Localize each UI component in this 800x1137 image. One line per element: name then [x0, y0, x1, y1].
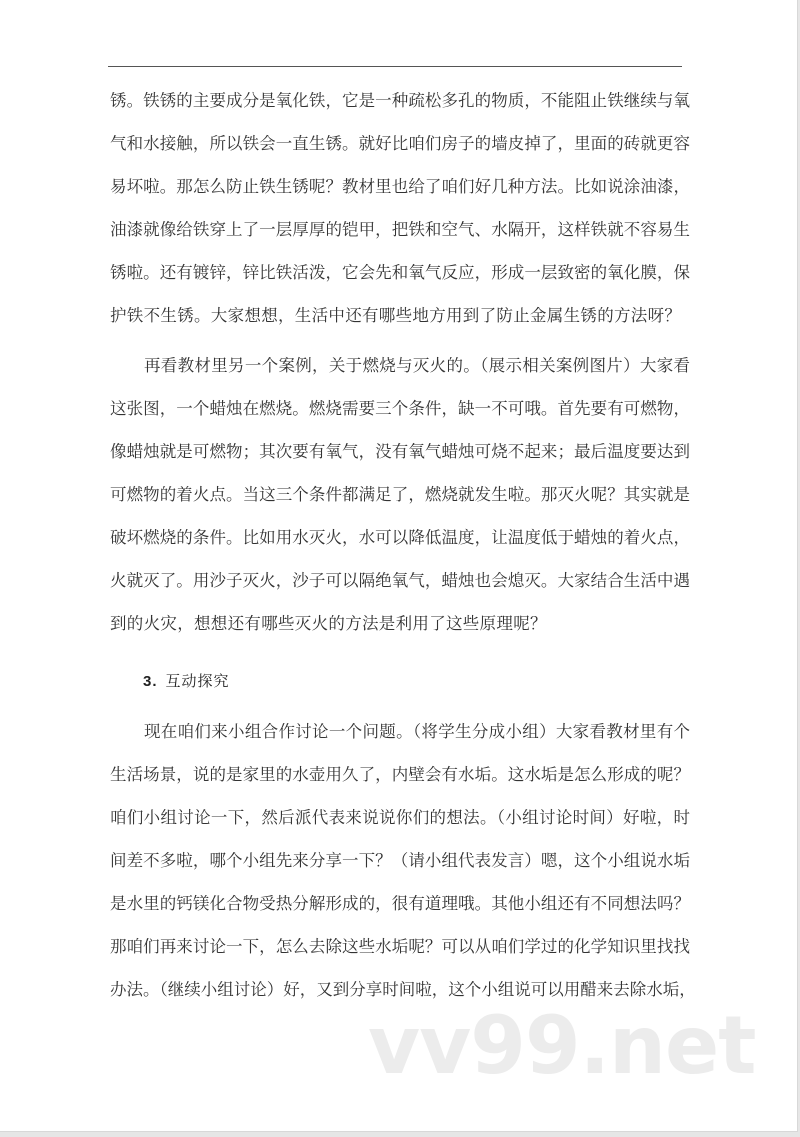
text-line: 间差不多啦，哪个小组先来分享一下？（请小组代表发言）嗯，这个小组说水垢 [110, 851, 690, 870]
text-line: 办法。（继续小组讨论）好，又到分享时间啦，这个小组说可以用醋来去除水垢， [110, 980, 696, 999]
text-line: 到的火灾，想想还有哪些灭火的方法是利用了这些原理呢？ [110, 614, 547, 633]
section-title: 互动探究 [165, 672, 230, 690]
text-line: 易坏啦。那怎么防止铁生锈呢？教材里也给了咱们好几种方法。比如说涂油漆， [110, 177, 690, 196]
text-line: 生活场景，说的是家里的水壶用久了，内壁会有水垢。这水垢是怎么形成的呢？ [110, 765, 690, 784]
text-line: 锈。铁锈的主要成分是氧化铁，它是一种疏松多孔的物质，不能阻止铁继续与氧 [110, 91, 690, 110]
text-line: 再看教材里另一个案例，关于燃烧与灭火的。（展示相关案例图片）大家看 [144, 356, 690, 375]
text-line: 现在咱们来小组合作讨论一个问题。（将学生分成小组）大家看教材里有个 [144, 722, 690, 741]
text-line: 护铁不生锈。大家想想，生活中还有哪些地方用到了防止金属生锈的方法呀？ [110, 306, 682, 325]
section-heading [143, 670, 230, 693]
watermark: vv99.net [368, 999, 756, 1092]
text-line: 咱们小组讨论一下，然后派代表来说说你们的想法。（小组讨论时间）好啦，时 [110, 808, 690, 827]
section-number: 3. [143, 673, 158, 690]
text-line: 是水里的钙镁化合物受热分解形成的，很有道理哦。其他小组还有不同想法吗？ [110, 894, 690, 913]
text-line: 破坏燃烧的条件。比如用水灭火，水可以降低温度，让温度低于蜡烛的着火点， [110, 528, 690, 547]
text-line: 这张图，一个蜡烛在燃烧。燃烧需要三个条件，缺一不可哦。首先要有可燃物， [110, 399, 690, 418]
header-rule [108, 66, 682, 67]
text-line: 可燃物的着火点。当这三个条件都满足了，燃烧就发生啦。那灭火呢？其实就是 [110, 485, 690, 504]
text-line: 像蜡烛就是可燃物；其次要有氧气，没有氧气蜡烛可烧不起来；最后温度要达到 [110, 442, 690, 461]
text-line: 气和水接触，所以铁会一直生锈。就好比咱们房子的墙皮掉了，里面的砖就更容 [110, 134, 690, 153]
text-line: 火就灭了。用沙子灭火，沙子可以隔绝氧气，蜡烛也会熄灭。大家结合生活中遇 [110, 571, 690, 590]
text-line: 那咱们再来讨论一下，怎么去除这些水垢呢？可以从咱们学过的化学知识里找找 [110, 937, 690, 956]
text-line: 油漆就像给铁穿上了一层厚厚的铠甲，把铁和空气、水隔开，这样铁就不容易生 [110, 220, 690, 239]
text-line: 锈啦。还有镀锌，锌比铁活泼，它会先和氧气反应，形成一层致密的氧化膜，保 [110, 263, 690, 282]
